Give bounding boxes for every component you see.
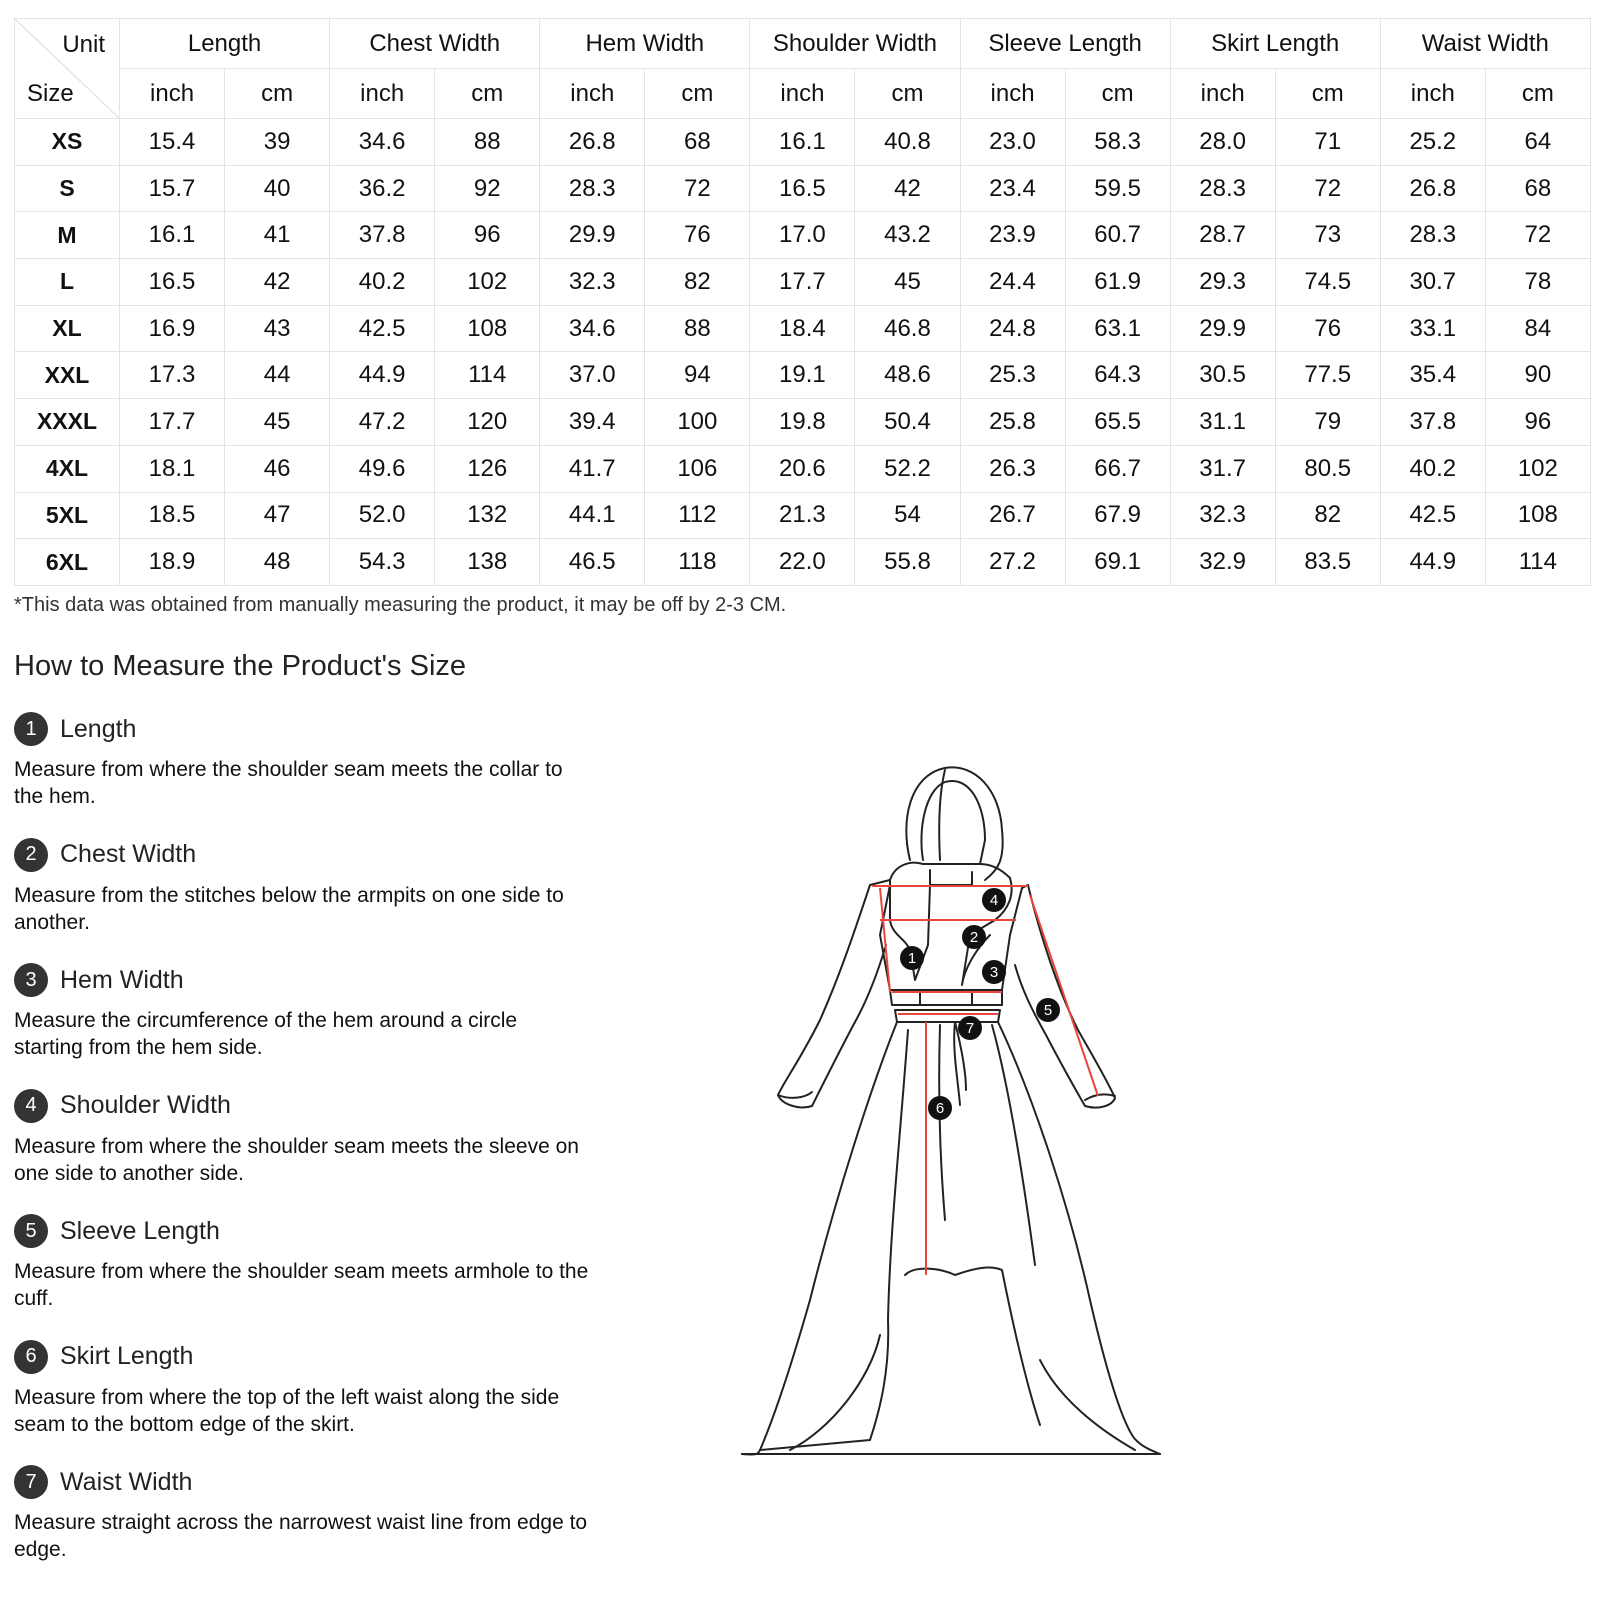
- table-cell: 22.0: [750, 539, 855, 586]
- unit-header-inch: inch: [330, 69, 435, 119]
- guide-title: How to Measure the Product's Size: [14, 650, 467, 682]
- table-cell: 44.9: [330, 352, 435, 399]
- table-cell: 29.3: [1170, 259, 1275, 306]
- table-row: [15, 165, 1591, 212]
- table-cell: 54: [855, 492, 960, 539]
- table-cell: 40.2: [330, 259, 435, 306]
- table-cell: 52.0: [330, 492, 435, 539]
- table-cell: 71: [1275, 119, 1380, 166]
- unit-header-inch: inch: [540, 69, 645, 119]
- size-chart-table: [14, 18, 1591, 586]
- table-cell: 80.5: [1275, 445, 1380, 492]
- table-cell: 41.7: [540, 445, 645, 492]
- table-cell: 26.8: [540, 119, 645, 166]
- measure-step-skirt-length: [14, 1338, 589, 1464]
- table-cell: 112: [645, 492, 750, 539]
- size-label-cell: S: [15, 165, 120, 212]
- measure-step-shoulder-width: [14, 1087, 589, 1213]
- table-cell: 31.1: [1170, 399, 1275, 446]
- table-cell: 82: [1275, 492, 1380, 539]
- table-cell: 37.8: [1380, 399, 1485, 446]
- table-cell: 138: [435, 539, 540, 586]
- size-label-cell: L: [15, 259, 120, 306]
- table-cell: 42.5: [1380, 492, 1485, 539]
- table-cell: 72: [1275, 165, 1380, 212]
- column-header-waist-width: Waist Width: [1380, 19, 1590, 69]
- table-cell: 68: [645, 119, 750, 166]
- table-cell: 77.5: [1275, 352, 1380, 399]
- table-cell: 27.2: [960, 539, 1065, 586]
- unit-header-cm: cm: [645, 69, 750, 119]
- step-number-badge: 6: [14, 1340, 48, 1374]
- step-header: [14, 710, 589, 748]
- table-cell: 102: [1485, 445, 1590, 492]
- column-header-sleeve-length: Sleeve Length: [960, 19, 1170, 69]
- table-body: [15, 119, 1591, 586]
- size-label-cell: 5XL: [15, 492, 120, 539]
- measure-step-waist-width: [14, 1463, 589, 1589]
- marker-5: [1036, 998, 1060, 1022]
- table-cell: 33.1: [1380, 305, 1485, 352]
- table-cell: 47: [225, 492, 330, 539]
- table-cell: 118: [645, 539, 750, 586]
- table-cell: 28.3: [1170, 165, 1275, 212]
- table-cell: 42: [225, 259, 330, 306]
- unit-header-inch: inch: [750, 69, 855, 119]
- measure-step-chest-width: [14, 836, 589, 962]
- size-label-cell: XXL: [15, 352, 120, 399]
- unit-header-cm: cm: [1485, 69, 1590, 119]
- table-cell: 44: [225, 352, 330, 399]
- step-number-badge: 5: [14, 1214, 48, 1248]
- table-cell: 16.5: [750, 165, 855, 212]
- table-cell: 74.5: [1275, 259, 1380, 306]
- table-cell: 23.9: [960, 212, 1065, 259]
- table-cell: 16.9: [120, 305, 225, 352]
- table-cell: 55.8: [855, 539, 960, 586]
- table-cell: 63.1: [1065, 305, 1170, 352]
- table-cell: 42: [855, 165, 960, 212]
- table-cell: 43.2: [855, 212, 960, 259]
- corner-unit-label: Unit: [62, 31, 105, 58]
- step-number-badge: 1: [14, 712, 48, 746]
- table-cell: 17.0: [750, 212, 855, 259]
- table-cell: 58.3: [1065, 119, 1170, 166]
- unit-header-cm: cm: [1275, 69, 1380, 119]
- table-cell: 50.4: [855, 399, 960, 446]
- unit-header-inch: inch: [1380, 69, 1485, 119]
- marker-5-label: 5: [1043, 1002, 1053, 1019]
- table-cell: 39: [225, 119, 330, 166]
- table-cell: 19.1: [750, 352, 855, 399]
- table-cell: 40: [225, 165, 330, 212]
- table-cell: 16.1: [120, 212, 225, 259]
- table-cell: 126: [435, 445, 540, 492]
- table-cell: 102: [435, 259, 540, 306]
- table-cell: 18.9: [120, 539, 225, 586]
- table-cell: 94: [645, 352, 750, 399]
- table-cell: 49.6: [330, 445, 435, 492]
- table-cell: 32.3: [1170, 492, 1275, 539]
- step-title: Length: [60, 714, 137, 743]
- step-header: [14, 1087, 589, 1125]
- table-cell: 79: [1275, 399, 1380, 446]
- table-row: [15, 492, 1591, 539]
- table-cell: 28.7: [1170, 212, 1275, 259]
- measurement-steps: [14, 710, 589, 1589]
- table-cell: 15.4: [120, 119, 225, 166]
- table-cell: 68: [1485, 165, 1590, 212]
- table-cell: 100: [645, 399, 750, 446]
- table-cell: 37.8: [330, 212, 435, 259]
- table-corner-cell: [15, 19, 120, 119]
- table-cell: 90: [1485, 352, 1590, 399]
- unit-header-cm: cm: [1065, 69, 1170, 119]
- step-title: Skirt Length: [60, 1342, 194, 1370]
- step-description: Measure from where the shoulder seam meets the sleeve on one side to another side.: [14, 1134, 579, 1185]
- table-cell: 108: [435, 305, 540, 352]
- size-label-cell: XXXL: [15, 399, 120, 446]
- size-label-cell: M: [15, 212, 120, 259]
- table-cell: 32.9: [1170, 539, 1275, 586]
- measure-step-length: [14, 710, 589, 836]
- table-cell: 114: [435, 352, 540, 399]
- column-header-skirt-length: Skirt Length: [1170, 19, 1380, 69]
- step-title: Hem Width: [60, 965, 184, 994]
- table-row: [15, 445, 1591, 492]
- table-cell: 34.6: [330, 119, 435, 166]
- step-title: Sleeve Length: [60, 1216, 220, 1245]
- step-number-badge: 7: [14, 1465, 48, 1499]
- marker-3: [982, 960, 1006, 984]
- table-cell: 92: [435, 165, 540, 212]
- table-cell: 18.5: [120, 492, 225, 539]
- size-label-cell: 6XL: [15, 539, 120, 586]
- table-row: [15, 212, 1591, 259]
- table-cell: 60.7: [1065, 212, 1170, 259]
- table-cell: 88: [435, 119, 540, 166]
- table-cell: 54.3: [330, 539, 435, 586]
- step-number-badge: 2: [14, 838, 48, 872]
- table-row: [15, 539, 1591, 586]
- table-cell: 17.7: [120, 399, 225, 446]
- table-cell: 114: [1485, 539, 1590, 586]
- table-cell: 67.9: [1065, 492, 1170, 539]
- table-cell: 26.3: [960, 445, 1065, 492]
- column-header-length: Length: [120, 19, 330, 69]
- table-cell: 73: [1275, 212, 1380, 259]
- step-description: Measure from where the shoulder seam meets armhole to the cuff.: [14, 1260, 589, 1310]
- table-cell: 26.7: [960, 492, 1065, 539]
- table-cell: 15.7: [120, 165, 225, 212]
- table-cell: 88: [645, 305, 750, 352]
- table-cell: 43: [225, 305, 330, 352]
- table-cell: 76: [645, 212, 750, 259]
- marker-6-label: 6: [935, 1100, 945, 1117]
- unit-header-inch: inch: [1170, 69, 1275, 119]
- table-cell: 45: [225, 399, 330, 446]
- table-cell: 32.3: [540, 259, 645, 306]
- size-label-cell: XL: [15, 305, 120, 352]
- table-cell: 46: [225, 445, 330, 492]
- table-cell: 69.1: [1065, 539, 1170, 586]
- size-label-cell: 4XL: [15, 445, 120, 492]
- step-number-badge: 3: [14, 963, 48, 997]
- step-header: [14, 1463, 589, 1501]
- marker-3-label: 3: [989, 964, 999, 981]
- unit-header-inch: inch: [960, 69, 1065, 119]
- step-header: [14, 1338, 589, 1376]
- table-cell: 36.2: [330, 165, 435, 212]
- table-cell: 65.5: [1065, 399, 1170, 446]
- table-cell: 16.1: [750, 119, 855, 166]
- table-cell: 21.3: [750, 492, 855, 539]
- step-title: Waist Width: [60, 1467, 193, 1496]
- table-cell: 40.2: [1380, 445, 1485, 492]
- step-description: Measure from where the top of the left waist along the side seam to the bottom edge of the skirt.: [14, 1385, 560, 1436]
- table-cell: 64.3: [1065, 352, 1170, 399]
- table-cell: 29.9: [1170, 305, 1275, 352]
- table-cell: 76: [1275, 305, 1380, 352]
- measure-step-hem-width: [14, 961, 589, 1087]
- table-cell: 28.3: [540, 165, 645, 212]
- table-row: [15, 259, 1591, 306]
- marker-6: [928, 1096, 952, 1120]
- unit-header-inch: inch: [120, 69, 225, 119]
- table-cell: 46.5: [540, 539, 645, 586]
- unit-header-cm: cm: [435, 69, 540, 119]
- marker-2: [962, 925, 986, 949]
- table-row: [15, 305, 1591, 352]
- table-cell: 42.5: [330, 305, 435, 352]
- table-cell: 78: [1485, 259, 1590, 306]
- table-cell: 84: [1485, 305, 1590, 352]
- table-cell: 30.7: [1380, 259, 1485, 306]
- table-cell: 108: [1485, 492, 1590, 539]
- size-label-cell: XS: [15, 119, 120, 166]
- table-cell: 48.6: [855, 352, 960, 399]
- table-cell: 106: [645, 445, 750, 492]
- table-cell: 132: [435, 492, 540, 539]
- marker-7-label: 7: [965, 1020, 975, 1037]
- table-cell: 45: [855, 259, 960, 306]
- table-header-units: [15, 69, 1591, 119]
- table-cell: 59.5: [1065, 165, 1170, 212]
- measure-line-sleeve: [1030, 895, 1098, 1096]
- table-cell: 44.9: [1380, 539, 1485, 586]
- table-header-measures: [15, 19, 1591, 69]
- garment-diagram: [740, 760, 1200, 1530]
- measure-step-sleeve-length: [14, 1212, 589, 1338]
- table-cell: 19.8: [750, 399, 855, 446]
- corner-size-label: Size: [27, 80, 74, 107]
- table-cell: 31.7: [1170, 445, 1275, 492]
- table-cell: 96: [435, 212, 540, 259]
- table-cell: 96: [1485, 399, 1590, 446]
- table-cell: 37.0: [540, 352, 645, 399]
- marker-7: [958, 1016, 982, 1040]
- step-description: Measure from where the shoulder seam meets the collar to the hem.: [14, 758, 563, 808]
- table-cell: 23.0: [960, 119, 1065, 166]
- table-cell: 64: [1485, 119, 1590, 166]
- table-cell: 23.4: [960, 165, 1065, 212]
- table-cell: 41: [225, 212, 330, 259]
- unit-header-cm: cm: [225, 69, 330, 119]
- table-cell: 17.3: [120, 352, 225, 399]
- table-cell: 17.7: [750, 259, 855, 306]
- table-cell: 72: [1485, 212, 1590, 259]
- table-row: [15, 352, 1591, 399]
- step-description: Measure the circumference of the hem around a circle starting from the hem side.: [14, 1009, 518, 1059]
- table-cell: 34.6: [540, 305, 645, 352]
- table-cell: 44.1: [540, 492, 645, 539]
- column-header-chest-width: Chest Width: [330, 19, 540, 69]
- marker-1: [900, 946, 924, 970]
- marker-1-label: 1: [907, 950, 917, 967]
- table-cell: 46.8: [855, 305, 960, 352]
- table-cell: 82: [645, 259, 750, 306]
- table-cell: 18.1: [120, 445, 225, 492]
- step-header: [14, 1212, 589, 1250]
- table-row: [15, 399, 1591, 446]
- table-cell: 28.3: [1380, 212, 1485, 259]
- table-cell: 25.3: [960, 352, 1065, 399]
- table-cell: 66.7: [1065, 445, 1170, 492]
- table-cell: 16.5: [120, 259, 225, 306]
- step-description: Measure straight across the narrowest waist line from edge to edge.: [14, 1511, 588, 1561]
- table-cell: 24.4: [960, 259, 1065, 306]
- table-cell: 30.5: [1170, 352, 1275, 399]
- table-cell: 35.4: [1380, 352, 1485, 399]
- marker-4: [982, 888, 1006, 912]
- table-row: [15, 119, 1591, 166]
- step-header: [14, 836, 589, 874]
- measurement-disclaimer: *This data was obtained from manually measuring the product, it may be off by 2-3 CM.: [14, 594, 787, 616]
- table-cell: 29.9: [540, 212, 645, 259]
- table-cell: 48: [225, 539, 330, 586]
- step-title: Shoulder Width: [60, 1091, 231, 1119]
- table-cell: 25.8: [960, 399, 1065, 446]
- table-cell: 83.5: [1275, 539, 1380, 586]
- table-cell: 18.4: [750, 305, 855, 352]
- table-cell: 24.8: [960, 305, 1065, 352]
- table-cell: 72: [645, 165, 750, 212]
- marker-4-label: 4: [989, 892, 999, 909]
- table-cell: 39.4: [540, 399, 645, 446]
- table-cell: 52.2: [855, 445, 960, 492]
- table-cell: 25.2: [1380, 119, 1485, 166]
- table-cell: 120: [435, 399, 540, 446]
- step-title: Chest Width: [60, 840, 197, 868]
- table-cell: 20.6: [750, 445, 855, 492]
- step-description: Measure from the stitches below the armpits on one side to another.: [14, 883, 564, 934]
- step-number-badge: 4: [14, 1089, 48, 1123]
- column-header-hem-width: Hem Width: [540, 19, 750, 69]
- step-header: [14, 961, 589, 999]
- unit-header-cm: cm: [855, 69, 960, 119]
- table-cell: 40.8: [855, 119, 960, 166]
- table-cell: 28.0: [1170, 119, 1275, 166]
- table-cell: 47.2: [330, 399, 435, 446]
- column-header-shoulder-width: Shoulder Width: [750, 19, 960, 69]
- marker-2-label: 2: [969, 929, 979, 946]
- table-cell: 26.8: [1380, 165, 1485, 212]
- table-cell: 61.9: [1065, 259, 1170, 306]
